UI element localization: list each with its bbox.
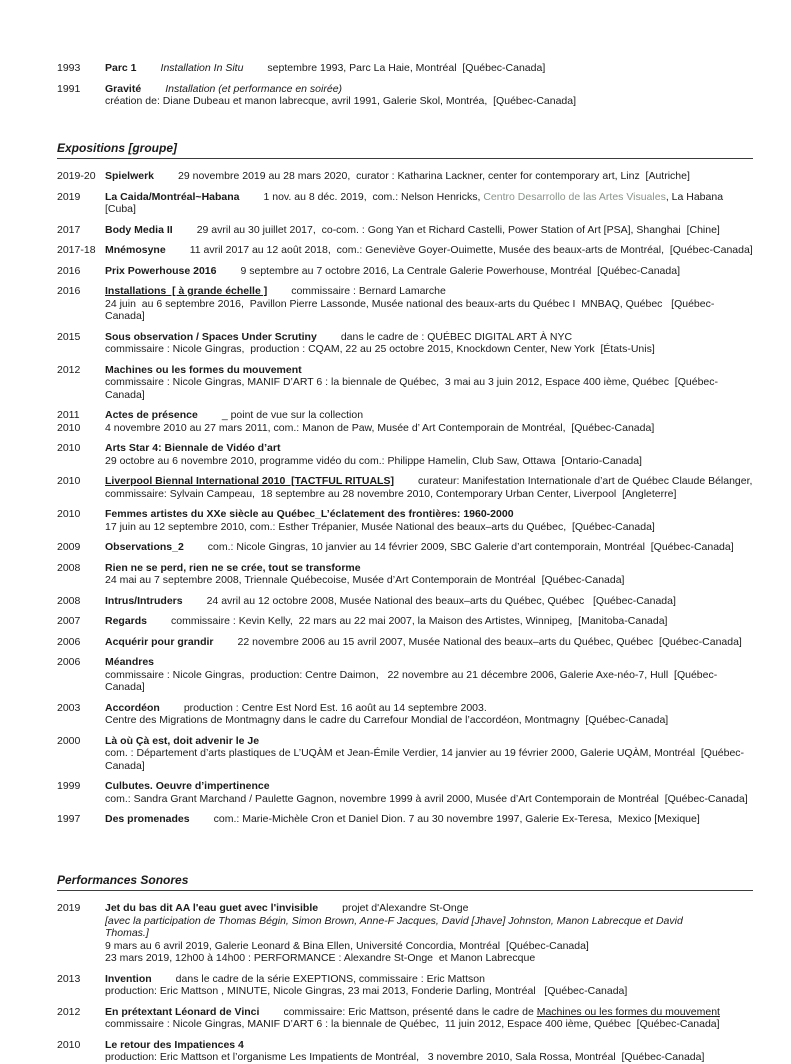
entry-line: [105, 170, 753, 183]
entry-content: [105, 475, 753, 500]
entry-title: Là où Çà est, doit advenir le Je: [105, 734, 260, 747]
entry-title: Body Media II: [105, 223, 173, 236]
entry-year: 2010: [57, 508, 81, 520]
entry-title: Intrus/Intruders: [105, 594, 183, 607]
entry-line: [105, 902, 753, 915]
entry-title: Méandres: [105, 656, 155, 668]
entry-line: [105, 973, 753, 986]
cv-entry: [57, 62, 753, 75]
entry-content: [105, 331, 753, 356]
entry-year: 2012: [57, 1005, 81, 1018]
entry-content: [105, 442, 753, 467]
entry-line: [105, 62, 753, 75]
entry-detail-text: commissaire : Nicole Gingras, production: Centre Daimon, 22 novembre au 21 décembre 2006, Galerie Axe-néo-7, Hull [Québec-Canada]: [105, 668, 718, 693]
entry-content: [105, 636, 753, 649]
entry-title: Le retour des Impatiences 4: [105, 1038, 244, 1051]
entry-detail-text: production : Centre Est Nord Est. 16 août au 14 septembre 2003.: [183, 701, 487, 714]
entry-years: [57, 265, 105, 278]
entry-years: [57, 508, 105, 533]
entry-line: [105, 780, 753, 793]
entry-years: [57, 83, 105, 108]
cv-entry: [57, 170, 753, 183]
entry-line: [105, 521, 753, 534]
cv-section: [57, 874, 753, 1064]
section-title: Expositions [groupe]: [57, 140, 177, 155]
entry-line: [105, 541, 753, 554]
entry-detail-text: commissaire : Kevin Kelly, 22 mars au 22 mai 2007, la Maison des Artistes, Winnipeg, [Manitoba-Canada]: [171, 615, 668, 627]
entry-years: [57, 244, 105, 257]
entry-year: 1997: [57, 813, 81, 825]
entry-content: [105, 1006, 753, 1031]
entry-detail-text: 11 avril 2017 au 12 août 2018, com.: Geneviève Goyer-Ouimette, Musée des beaux-arts de Montréal, [Québec-Canada]: [189, 244, 753, 256]
entry-line: [105, 636, 753, 649]
entry-line: [105, 702, 753, 715]
entry-content: [105, 973, 753, 998]
entry-line: [105, 364, 753, 377]
entry-years: [57, 191, 105, 216]
cv-entry: [57, 409, 753, 434]
entry-year: 2016: [57, 285, 81, 297]
entry-year: 2017-18: [57, 244, 96, 256]
entry-year: 2000: [57, 734, 81, 747]
entry-title: Acquérir pour grandir: [105, 635, 214, 648]
entry-subtitle-italic: Installation In Situ: [160, 62, 244, 74]
entry-line: [105, 1039, 753, 1052]
entry-line: [105, 285, 753, 298]
cv-entry: [57, 702, 753, 727]
entry-title: La Caida/Montréal~Habana: [105, 190, 240, 203]
entry-detail-text: commissaire: Eric Mattson, présenté dans le cadre de: [283, 1005, 537, 1018]
entry-line: [105, 442, 753, 455]
entry-detail-text: 24 avril au 12 octobre 2008, Musée National des beaux–arts du Québec, Québec [Québec-Canada]: [206, 594, 676, 607]
entry-year: 2008: [57, 561, 81, 574]
entry-title: Parc 1: [105, 62, 137, 74]
entry-title: Rien ne se perd, rien ne se crée, tout se transforme: [105, 561, 361, 574]
cv-entry: [57, 1039, 753, 1064]
entry-line: [105, 455, 753, 468]
entry-years: [57, 735, 105, 773]
entry-detail-text: septembre 1993, Parc La Haie, Montréal [Québec-Canada]: [267, 62, 546, 74]
entry-content: [105, 813, 753, 826]
entry-years: [57, 656, 105, 694]
entry-line: [105, 669, 753, 694]
cv-entry: [57, 656, 753, 694]
entry-line: [105, 1006, 753, 1019]
entry-years: [57, 813, 105, 826]
entry-detail-text: 24 juin au 6 septembre 2016, Pavillon Pierre Lassonde, Musée national des beaux-arts du Québec I MNBAQ, Québec [Québec-Canada]: [105, 297, 715, 322]
entry-line: [105, 574, 753, 587]
entry-subtitle-italic: Installation (et performance en soirée): [165, 82, 343, 95]
entry-title: Prix Powerhouse 2016: [105, 264, 217, 277]
entry-line: [105, 615, 753, 628]
section-header: [57, 874, 753, 892]
entry-years: [57, 973, 105, 998]
entry-title: Invention: [105, 972, 152, 985]
entry-detail-text: com.: Sandra Grant Marchand / Paulette Gagnon, novembre 1999 à avril 2000, Musée d’Art Contemporain de Montréal [Québec-Canada]: [105, 792, 748, 805]
entry-title: Machines ou les formes du mouvement: [105, 363, 302, 376]
entry-line: [105, 422, 753, 435]
entry-line: [105, 244, 753, 257]
cv-section: [57, 142, 753, 826]
entry-detail-text: 1 nov. au 8 déc. 2019, com.: Nelson Henricks,: [263, 190, 484, 203]
entry-content: [105, 265, 753, 278]
entry-content: [105, 562, 753, 587]
entry-line: [105, 747, 753, 772]
cv-entry: [57, 973, 753, 998]
entry-detail-text: dans le cadre de la série EXEPTIONS, commissaire : Eric Mattson: [175, 972, 485, 985]
entry-line: [105, 265, 753, 278]
entry-year: 2003: [57, 701, 81, 714]
entry-line: [105, 595, 753, 608]
entry-detail-text: com.: Marie-Michèle Cron et Daniel Dion. 7 au 30 novembre 1997, Galerie Ex-Teresa, Mexico [Mexique]: [213, 813, 700, 825]
entry-years: [57, 615, 105, 628]
entry-detail-text: production: Eric Mattson , MINUTE, Nicole Gingras, 23 mai 2013, Fonderie Darling, Montréal [Québec-Canada]: [105, 985, 628, 997]
cv-entry: [57, 780, 753, 805]
entry-line: [105, 95, 753, 108]
entry-content: [105, 656, 753, 694]
entry-title: Actes de présence: [105, 409, 198, 421]
cv-entry: [57, 265, 753, 278]
cv-entry: [57, 1006, 753, 1031]
entry-title: Des promenades: [105, 813, 190, 825]
cv-entry: [57, 224, 753, 237]
entry-line: [105, 298, 753, 323]
entry-detail-text: 9 mars au 6 avril 2019, Galerie Leonard & Bina Ellen, Université Concordia, Montréal [Québec-Canada]: [105, 939, 589, 952]
entry-content: [105, 702, 753, 727]
entry-year: 2011: [57, 409, 80, 421]
entry-year: 2015: [57, 330, 81, 343]
entry-content: [105, 409, 753, 434]
entry-detail-text: production: Eric Mattson et l’organisme Les Impatients de Montréal, 3 novembre 2010, Sala Rossa, Montréal [Québec-Canada]: [105, 1051, 705, 1063]
entry-detail-text: com.: Nicole Gingras, 10 janvier au 14 février 2009, SBC Galerie d’art contemporain, Montréal [Québec-Canada]: [207, 541, 734, 553]
cv-entry: [57, 285, 753, 323]
entry-detail-text: 29 novembre 2019 au 28 mars 2020, curator : Katharina Lackner, center for contemporary art, Linz [Autriche]: [178, 170, 690, 182]
entry-year: 2010: [57, 1038, 81, 1051]
entry-detail-text: création de: Diane Dubeau et manon labrecque, avril 1991, Galerie Skol, Montréa, [Québec-Canada]: [105, 95, 577, 107]
entry-years: [57, 475, 105, 500]
entry-line: [105, 714, 753, 727]
entry-content: [105, 595, 753, 608]
entry-title-underlined: Liverpool Biennal International 2010_[TACTFUL RITUALS]: [105, 475, 394, 487]
entry-title: En prétextant Léonard de Vinci: [105, 1005, 260, 1018]
entry-content: [105, 615, 753, 628]
entry-content: [105, 508, 753, 533]
entry-title-underlined: Installations [ à grande échelle ]: [105, 285, 268, 297]
entry-years: [57, 780, 105, 805]
entry-line: [105, 562, 753, 575]
entry-line: [105, 343, 753, 356]
entry-years: [57, 442, 105, 467]
entry-years: [57, 62, 105, 75]
entry-detail-text: 29 octobre au 6 novembre 2010, programme vidéo du com.: Philippe Hamelin, Club Saw, Ottawa [Ontario-Canada]: [105, 454, 642, 467]
entry-years: [57, 541, 105, 554]
entry-line: [105, 656, 753, 669]
cv-entry: [57, 83, 753, 108]
entry-detail-text: curateur: Manifestation Internationale d’art de Québec Claude Bélanger,: [417, 475, 753, 487]
entry-detail-text: commissaire: Sylvain Campeau, 18 septembre au 28 novembre 2010, Contemporary Urban Center, Liverpool [Angleterre]: [105, 487, 677, 500]
sections-block: [57, 142, 753, 1064]
entry-detail-text: 4 novembre 2010 au 27 mars 2011, com.: Manon de Paw, Musée d’ Art Contemporain de Montréal, [Québec-Canada]: [105, 421, 655, 434]
entry-content: [105, 191, 753, 216]
section-header: [57, 142, 753, 160]
entry-content: [105, 1039, 753, 1064]
cv-entry: [57, 244, 753, 257]
entry-detail-text: commissaire : Bernard Lamarche: [291, 285, 446, 297]
entry-year: 2007: [57, 615, 81, 627]
entry-detail-text: , La Habana [Cuba]: [105, 190, 726, 215]
entry-years: [57, 224, 105, 237]
entry-years: [57, 364, 105, 402]
entry-detail-highlight: Centro Desarrollo de las Artes Visuales: [483, 190, 666, 203]
entry-years: [57, 170, 105, 183]
entry-line: [105, 83, 753, 96]
entry-line: [105, 488, 753, 501]
entry-years: [57, 331, 105, 356]
entry-detail-text: 24 mai au 7 septembre 2008, Triennale Québecoise, Musée d’Art Contemporain de Montréal [Québec-Canada]: [105, 574, 625, 586]
entry-detail-text: commissaire : Nicole Gingras, production : CQAM, 22 au 25 octobre 2015, Knockdown Center, New York [États-Unis]: [105, 343, 655, 355]
entry-content: [105, 224, 753, 237]
entry-detail-text: commissaire : Nicole Gingras, MANIF D’ART 6 : la biennale de Québec, 3 mai au 3 juin 2012, Espace 400 ième, Québec [Québec-Canada]: [105, 376, 718, 401]
entry-content: [105, 83, 753, 108]
entry-content: [105, 62, 753, 75]
cv-entry: [57, 475, 753, 500]
entry-line: [105, 1018, 753, 1031]
entry-detail-text: 22 novembre 2006 au 15 avril 2007, Musée National des beaux–arts du Québec, Québec [Québec-Canada]: [237, 635, 742, 648]
entry-line: [105, 735, 753, 748]
entry-line: [105, 813, 753, 826]
entry-line: [105, 508, 753, 521]
entry-years: [57, 409, 105, 434]
entry-year: 2010: [57, 475, 81, 487]
entry-year: 2010: [57, 421, 81, 434]
entry-title: Jet du bas dit AA l'eau guet avec l'invisible: [105, 902, 319, 914]
entry-years: [57, 1006, 105, 1031]
entry-title: Observations_2: [105, 541, 184, 553]
entry-content: [105, 364, 753, 402]
entry-year: 1993: [57, 62, 81, 74]
section-title: Performances Sonores: [57, 872, 189, 887]
entry-detail-text: 29 avril au 30 juillet 2017, co-com. : Gong Yan et Richard Castelli, Power Station of Art [PSA], Shanghai [Chine]: [196, 223, 720, 236]
entry-year: 1999: [57, 780, 81, 792]
cv-entry: [57, 442, 753, 467]
entry-years: [57, 702, 105, 727]
entry-detail-text: _ point de vue sur la collection: [221, 409, 364, 421]
entry-years: [57, 902, 105, 965]
cv-entry: [57, 364, 753, 402]
cv-entry: [57, 331, 753, 356]
entry-line: [105, 409, 753, 422]
cv-entry: [57, 562, 753, 587]
entry-detail-text: projet d'Alexandre St-Onge: [342, 902, 469, 914]
entry-year: 2006: [57, 656, 81, 668]
cv-entry: [57, 508, 753, 533]
entry-years: [57, 595, 105, 608]
entry-line: [105, 793, 753, 806]
entry-year: 2016: [57, 264, 81, 277]
entry-title: Culbutes. Oeuvre d’impertinence: [105, 780, 270, 792]
entry-title: Arts Star 4: Biennale de Vidéo d’art: [105, 442, 281, 454]
entry-line: [105, 1051, 753, 1064]
entry-detail-text: commissaire : Nicole Gingras, MANIF D’ART 6 : la biennale de Québec, 11 juin 2012, Espace 400 ième, Québec [Québec-Canada]: [105, 1018, 720, 1030]
entry-content: [105, 285, 753, 323]
entry-year: 2006: [57, 635, 81, 648]
cv-entry: [57, 191, 753, 216]
entry-year: 2008: [57, 594, 81, 607]
entry-years: [57, 1039, 105, 1064]
entry-line: [105, 952, 753, 965]
cv-entry: [57, 541, 753, 554]
entry-content: [105, 244, 753, 257]
entry-years: [57, 562, 105, 587]
entry-year: 2019: [57, 190, 81, 203]
entry-year: 2009: [57, 541, 81, 553]
entry-line: [105, 331, 753, 344]
entry-year: 2013: [57, 972, 81, 985]
entry-content: [105, 541, 753, 554]
cv-entry: [57, 636, 753, 649]
cv-entry: [57, 595, 753, 608]
entry-detail-text: 17 juin au 12 septembre 2010, com.: Esther Trépanier, Musée National des beaux–arts du Québec, [Québec-Canada]: [105, 520, 655, 533]
entry-content: [105, 902, 753, 965]
cv-entry: [57, 735, 753, 773]
entry-year: 1991: [57, 82, 81, 95]
entry-detail-underlined: Machines ou les formes du mouvement: [536, 1005, 720, 1018]
entry-title: Sous observation / Spaces Under Scrutiny: [105, 330, 317, 343]
entry-line: [105, 376, 753, 401]
entry-line: [105, 985, 753, 998]
entry-title: Mnémosyne: [105, 244, 166, 256]
entry-content: [105, 170, 753, 183]
entry-year: 2019-20: [57, 170, 96, 182]
entry-years: [57, 285, 105, 323]
entry-detail-text: com. : Département d’arts plastiques de L’UQÀM et Jean-Émile Verdier, 14 janvier au 19 février 2000, Galerie UQÀM, Montréal [Québec-Canada]: [105, 747, 745, 772]
entry-detail-text: 23 mars 2019, 12h00 à 14h00 : PERFORMANCE : Alexandre St-Onge et Manon Labrecque: [105, 952, 536, 964]
entry-line: [105, 940, 753, 953]
cv-entry: [57, 615, 753, 628]
cv-entry: [57, 902, 753, 965]
entry-title: Spielwerk: [105, 170, 155, 182]
entry-detail-text: dans le cadre de : QUÉBEC DIGITAL ART À NYC: [340, 330, 573, 343]
entry-subtitle-italic: [avec la participation de Thomas Bégin, Simon Brown, Anne-F Jacques, David [Jhave] Johnston, Manon Labrecque et David Thomas.]: [105, 914, 686, 939]
entry-year: 2017: [57, 223, 81, 236]
cv-entry: [57, 813, 753, 826]
entry-title: Femmes artistes du XXe siècle au Québec_L’éclatement des frontières: 1960-2000: [105, 508, 514, 520]
entry-title: Accordéon: [105, 701, 160, 714]
entry-line: [105, 224, 753, 237]
entry-line: [105, 191, 753, 216]
entry-line: [105, 475, 753, 488]
entry-title: Regards: [105, 615, 148, 627]
top-entries-block: [57, 62, 753, 108]
entry-line: [105, 915, 753, 940]
entry-years: [57, 636, 105, 649]
entry-year: 2019: [57, 902, 81, 914]
entry-content: [105, 735, 753, 773]
entry-detail-text: 9 septembre au 7 octobre 2016, La Centrale Galerie Powerhouse, Montréal [Québec-Canada]: [240, 264, 680, 277]
entry-year: 2010: [57, 442, 81, 454]
entry-content: [105, 780, 753, 805]
entry-title: Gravité: [105, 82, 142, 95]
entry-year: 2012: [57, 363, 81, 376]
entry-detail-text: Centre des Migrations de Montmagny dans le cadre du Carrefour Mondial de l’accordéon, Montmagny [Québec-Canada]: [105, 714, 669, 726]
